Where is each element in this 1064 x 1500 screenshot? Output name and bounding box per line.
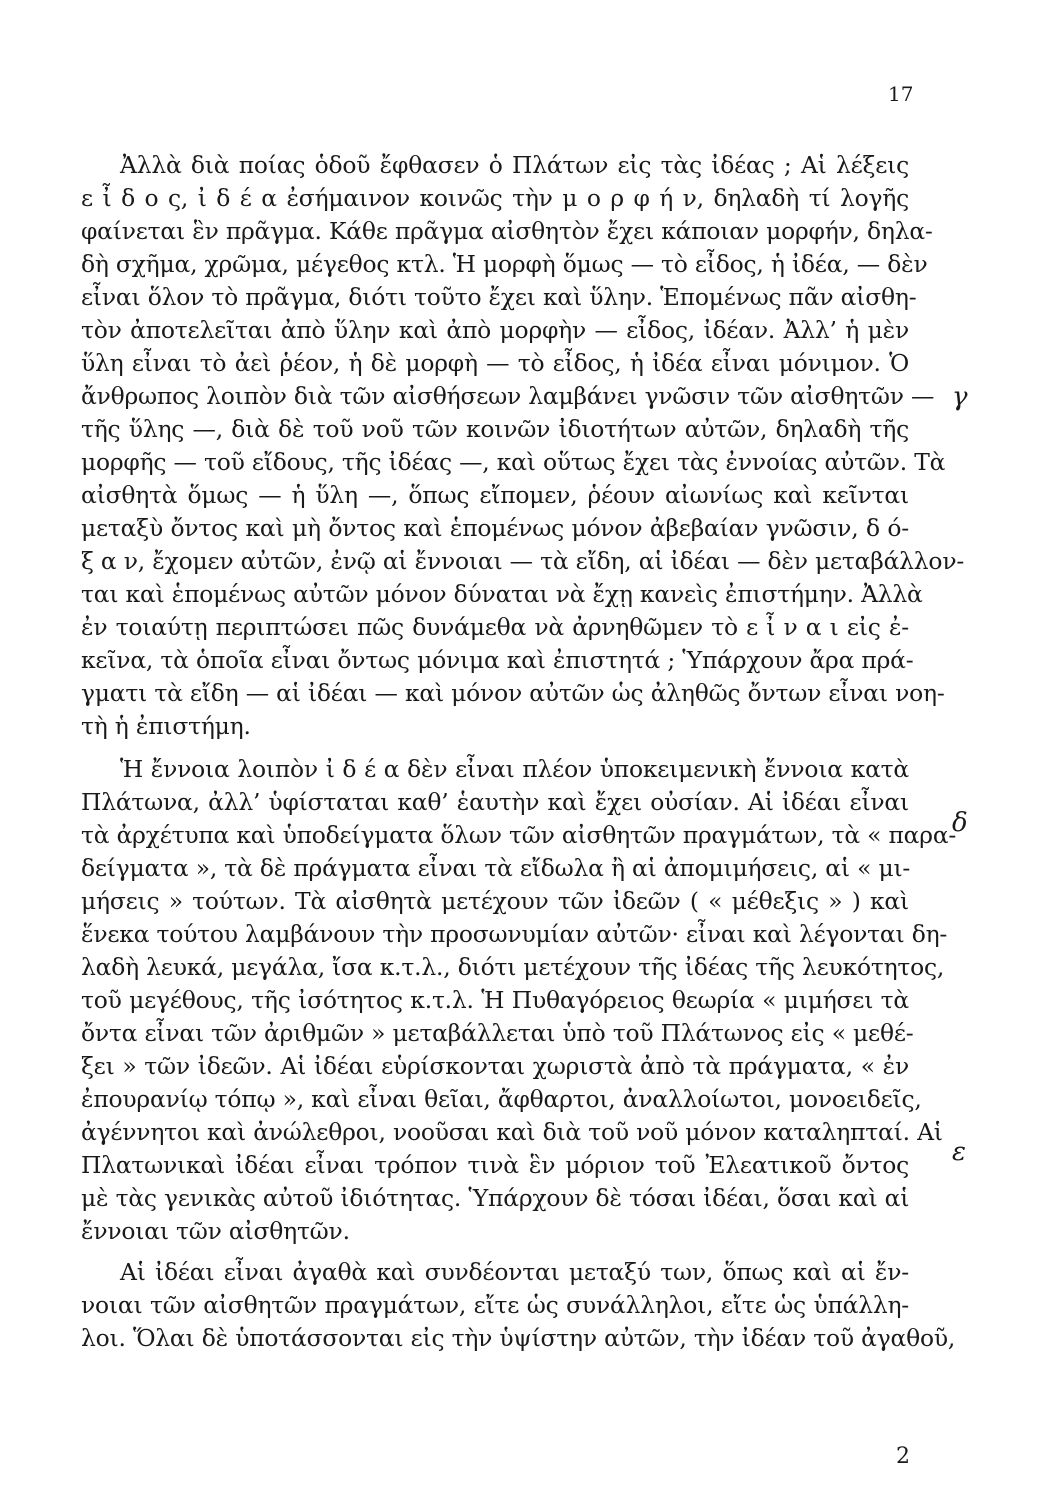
text-line: τὰ ἀρχέτυπα καὶ ὑποδείγματα ὅλων τῶν αἰσθητῶν πραγμάτων, τὰ « παρα-	[81, 821, 957, 849]
text-line: Αἱ ἰδέαι εἶναι ἀγαθὰ καὶ συνδέονται μεταξύ των, ὅπως καὶ αἱ ἔν-	[120, 1258, 909, 1286]
text-line: τὸν ἀποτελεῖται ἀπὸ ὕλην καὶ ἀπὸ μορφὴν — εἶδος, ἰδέαν. Ἀλλ’ ἡ μὲν	[81, 316, 909, 344]
text-line: φαίνεται ἓν πρᾶγμα. Κάθε πρᾶγμα αἰσθητὸν ἔχει κάποιαν μορφήν, δηλα-	[81, 217, 933, 245]
text-line: ἀγέννητοι καὶ ἀνώλεθροι, νοοῦσαι καὶ διὰ τοῦ νοῦ μόνον καταληπταί. Αἱ	[81, 1118, 943, 1146]
text-line: δὴ σχῆμα, χρῶμα, μέγεθος κτλ. Ἡ μορφὴ ὅμως — τὸ εἶδος, ἡ ἰδέα, — δὲν	[81, 250, 928, 278]
text-line: κεῖνα, τὰ ὁποῖα εἶναι ὄντως μόνιμα καὶ ἐπιστητά ; Ὑπάρχουν ἄρα πρά-	[81, 646, 914, 674]
text-line: εἶναι ὅλον τὸ πρᾶγμα, διότι τοῦτο ἔχει καὶ ὕλην. Ἑπομένως πᾶν αἰσθη-	[81, 283, 917, 311]
text-line: ἐπουρανίῳ τόπῳ », καὶ εἶναι θεῖαι, ἄφθαρτοι, ἀναλλοίωτοι, μονοειδεῖς,	[81, 1085, 922, 1113]
margin-note-delta: δ	[952, 808, 968, 838]
text-line: δείγματα », τὰ δὲ πράγματα εἶναι τὰ εἴδωλα ἢ αἱ ἀπομιμήσεις, αἱ « μι-	[81, 854, 911, 882]
signature-number: 2	[896, 1444, 910, 1469]
text-line: τῆς ὕλης —, διὰ δὲ τοῦ νοῦ τῶν κοινῶν ἰδιοτήτων αὐτῶν, δηλαδὴ τῆς	[81, 415, 909, 443]
text-line: μὲ τὰς γενικὰς αὐτοῦ ἰδιότητας. Ὑπάρχουν δὲ τόσαι ἰδέαι, ὅσαι καὶ αἱ	[81, 1184, 910, 1212]
margin-note-epsilon: ε	[952, 1137, 966, 1167]
text-line: λοι. Ὅλαι δὲ ὑποτάσσονται εἰς τὴν ὑψίστην αὐτῶν, τὴν ἰδέαν τοῦ ἀγαθοῦ,	[81, 1324, 956, 1352]
text-line: Πλατωνικαὶ ἰδέαι εἶναι τρόπον τινὰ ἓν μόριον τοῦ Ἐλεατικοῦ ὄντος	[81, 1151, 909, 1179]
text-line: νοιαι τῶν αἰσθητῶν πραγμάτων, εἴτε ὡς συνάλληλοι, εἴτε ὡς ὑπάλλη-	[81, 1291, 909, 1319]
text-line: ὕλη εἶναι τὸ ἀεὶ ῥέον, ἡ δὲ μορφὴ — τὸ εἶδος, ἡ ἰδέα εἶναι μόνιμον. Ὁ	[81, 349, 909, 377]
text-line: λαδὴ λευκά, μεγάλα, ἴσα κ.τ.λ., διότι μετέχουν τῆς ἰδέας τῆς λευκότητος,	[81, 953, 945, 981]
text-line: ἐν τοιαύτῃ περιπτώσει πῶς δυνάμεθα νὰ ἀρνηθῶμεν τὸ ε ἶ ν α ι εἰς ἐ-	[81, 613, 909, 641]
text-line: μεταξὺ ὄντος καὶ μὴ ὄντος καὶ ἑπομένως μόνον ἀβεβαίαν γνῶσιν, δ ό-	[81, 514, 909, 542]
text-line: τὴ ἡ ἐπιστήμη.	[81, 712, 251, 740]
text-line: ξει » τῶν ἰδεῶν. Αἱ ἰδέαι εὑρίσκονται χωριστὰ ἀπὸ τὰ πράγματα, « ἐν	[81, 1052, 909, 1080]
text-line: ξ α ν, ἔχομεν αὐτῶν, ἐνῷ αἱ ἔννοιαι — τὰ εἴδη, αἱ ἰδέαι — δὲν μεταβάλλον-	[81, 547, 965, 575]
text-line: ἕνεκα τούτου λαμβάνουν τὴν προσωνυμίαν αὐτῶν· εἶναι καὶ λέγονται δη-	[81, 920, 948, 948]
text-line: μορφῆς — τοῦ εἴδους, τῆς ἰδέας —, καὶ οὕτως ἔχει τὰς ἐννοίας αὐτῶν. Τὰ	[81, 448, 946, 476]
page-number: 17	[888, 82, 914, 106]
text-line: αἰσθητὰ ὅμως — ἡ ὕλη —, ὅπως εἴπομεν, ῥέουν αἰωνίως καὶ κεῖνται	[81, 481, 909, 509]
text-line: ἔννοιαι τῶν αἰσθητῶν.	[81, 1217, 350, 1245]
text-line: Ἡ ἔννοια λοιπὸν ἰ δ έ α δὲν εἶναι πλέον ὑποκειμενικὴ ἔννοια κατὰ	[120, 755, 909, 783]
text-line: Πλάτωνα, ἀλλ’ ὑφίσταται καθ’ ἑαυτὴν καὶ ἔχει οὐσίαν. Αἱ ἰδέαι εἶναι	[81, 788, 909, 816]
text-line: ἄνθρωπος λοιπὸν διὰ τῶν αἰσθήσεων λαμβάνει γνῶσιν τῶν αἰσθητῶν —	[81, 382, 935, 410]
text-line: ε ἶ δ ο ς, ἰ δ έ α ἐσήμαινον κοινῶς τὴν μ ο ρ φ ή ν, δηλαδὴ τί λογῆς	[81, 184, 909, 212]
text-line: μήσεις » τούτων. Τὰ αἰσθητὰ μετέχουν τῶν ἰδεῶν ( « μέθεξις » ) καὶ	[81, 887, 909, 915]
text-line: ται καὶ ἑπομένως αὐτῶν μόνον δύναται νὰ ἔχῃ κανεὶς ἐπιστήμην. Ἀλλὰ	[81, 580, 923, 608]
text-line: γματι τὰ εἴδη — αἱ ἰδέαι — καὶ μόνον αὐτῶν ὡς ἀληθῶς ὄντων εἶναι νοη-	[81, 679, 945, 707]
text-line: τοῦ μεγέθους, τῆς ἰσότητος κ.τ.λ. Ἡ Πυθαγόρειος θεωρία « μιμήσει τὰ	[81, 986, 909, 1014]
text-line: ὄντα εἶναι τῶν ἀριθμῶν » μεταβάλλεται ὑπὸ τοῦ Πλάτωνος εἰς « μεθέ-	[81, 1019, 914, 1047]
text-line: Ἀλλὰ διὰ ποίας ὁδοῦ ἔφθασεν ὁ Πλάτων εἰς τὰς ἰδέας ; Αἱ λέξεις	[120, 151, 909, 179]
margin-note-gamma: γ	[952, 382, 968, 412]
